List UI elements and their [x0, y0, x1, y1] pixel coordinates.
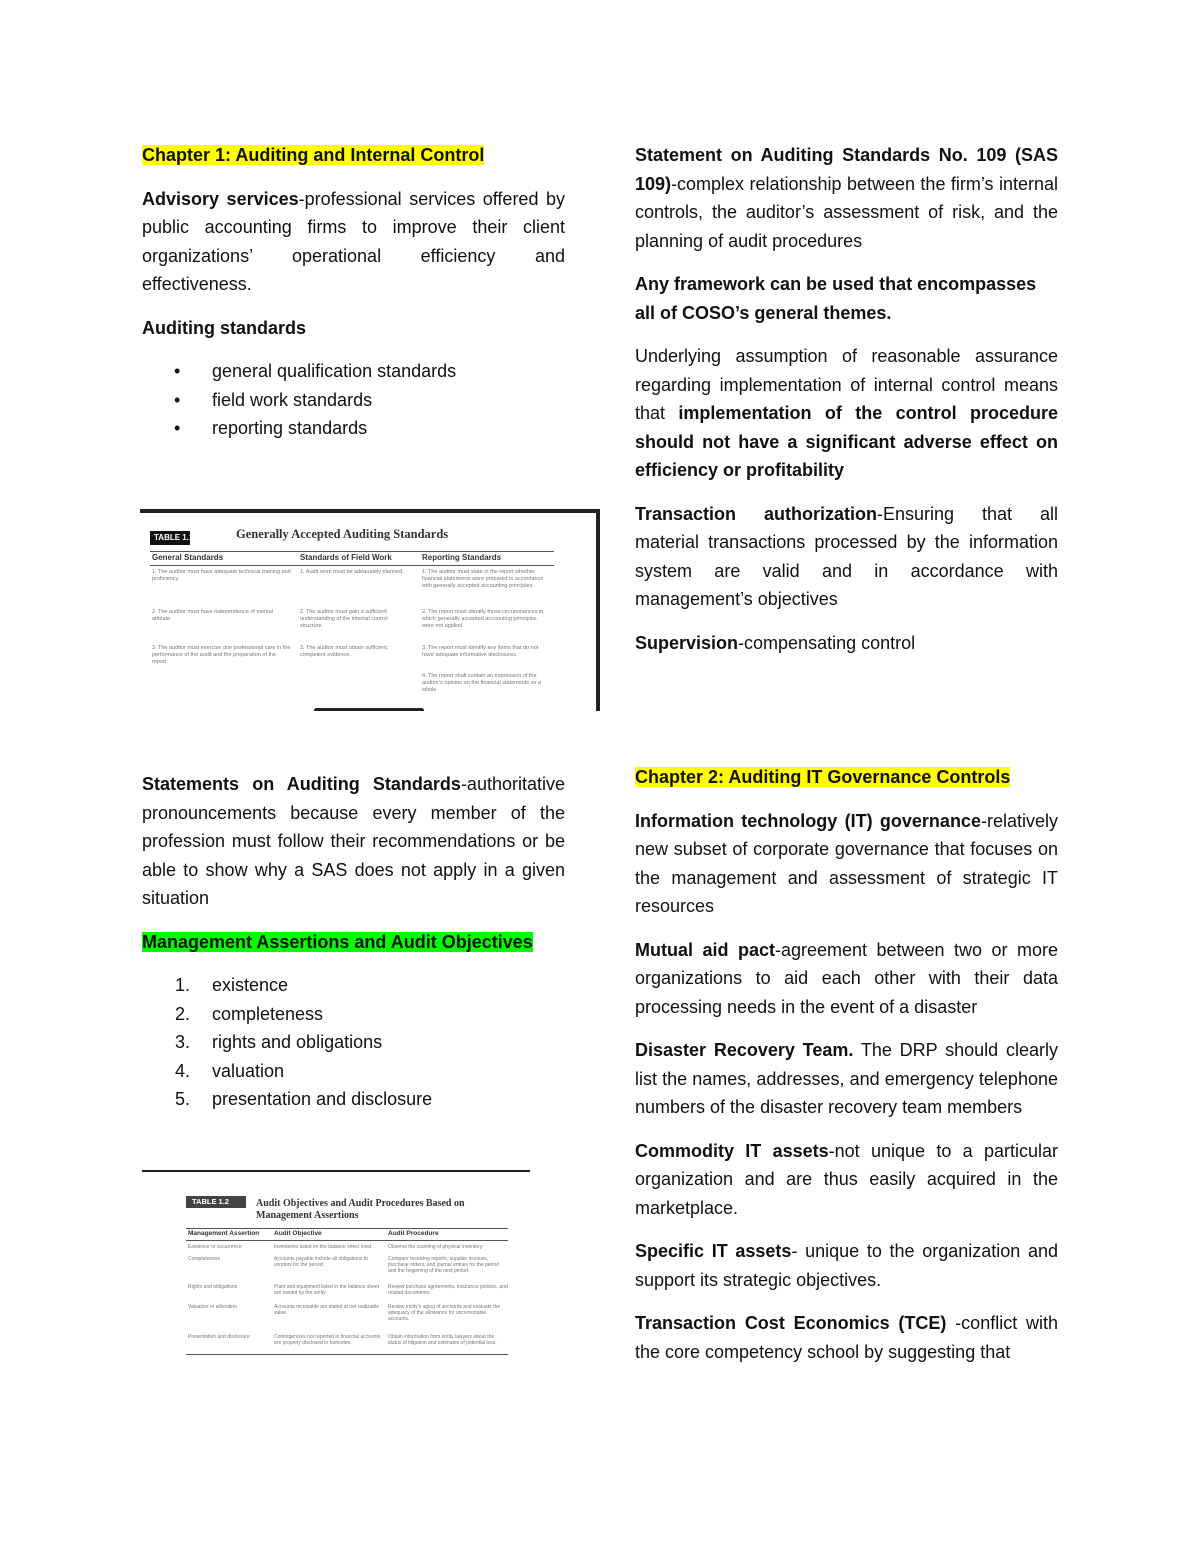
sas-para: [142, 770, 565, 913]
sas109-term: Statement on Auditing Standards No. 109 (SAS 109): [635, 145, 1058, 194]
list-item: [142, 971, 565, 1000]
table-cell: Completeness: [188, 1256, 220, 1262]
transaction-authorization-term: Transaction authorization: [635, 503, 877, 524]
disaster-recovery-para: [635, 1036, 1058, 1122]
table-cell: Rights and obligations: [188, 1284, 238, 1290]
chapter1-heading: Chapter 1: Auditing and Internal Control: [142, 145, 485, 165]
table-cell: 3. The report must identify any items that do not have adequate informative disclosures.: [422, 645, 539, 658]
it-governance-para: [635, 807, 1058, 921]
table-cell: Obtain information from entity lawyers about the status of litigation and estimates of potential loss.: [388, 1334, 497, 1346]
auditing-standards-heading-para: [142, 314, 565, 343]
table-cell: Existence or occurrence: [188, 1244, 242, 1250]
table-cell: 3. The auditor must exercise due professional care in the performance of the audit and the preparation of the report.: [152, 645, 291, 665]
table-cell: 2. The report must identify those circumstances in which generally accepted accounting principles were not applied.: [422, 609, 544, 629]
specific-assets-para: [635, 1237, 1058, 1294]
assumption-text: Underlying assumption of reasonable assurance regarding implementation of internal control means that: [635, 346, 1058, 423]
column-header: Standards of Field Work: [300, 553, 392, 562]
assumption-bold: implementation of the control procedure should not have a significant adverse effect on efficiency or profitability: [635, 403, 1058, 480]
list-text: completeness: [212, 1003, 324, 1024]
table-cell: Compare receiving reports, supplier invoices, purchase orders, and journal entries for the period and the beginning of the next period.: [388, 1256, 499, 1274]
table-cell: Inventories listed on the balance sheet exist.: [274, 1244, 373, 1250]
it-governance-term: Information technology (IT) governance: [635, 810, 981, 831]
table-title: Audit Objectives and Audit Procedures Based on Management Assertions: [256, 1198, 465, 1221]
commodity-assets-para: [635, 1137, 1058, 1223]
specific-assets-def: - unique to the organization and support its strategic objectives.: [635, 1241, 1059, 1290]
mutual-aid-para: [635, 936, 1058, 1022]
supervision-term: Supervision: [635, 632, 739, 653]
table-cell: Accounts receivable are stated at net realizable value.: [274, 1304, 380, 1316]
framework-para: Any framework can be used that encompasses all of COSO’s general themes.: [635, 274, 1037, 323]
column-header: General Standards: [152, 553, 224, 562]
table-rule: [186, 1354, 508, 1355]
list-item: [142, 1057, 565, 1086]
tce-def: -conflict with the core competency school by suggesting that: [635, 1313, 1058, 1362]
table-cell: Plant and equipment listed in the balance sheet are owned by the entity.: [274, 1284, 380, 1296]
table-cell: Contingencies not reported in financial accounts are properly disclosed in footnotes.: [274, 1334, 381, 1346]
gaas-table-figure: [140, 509, 600, 711]
chapter2-heading-para: [635, 763, 1058, 792]
list-text: valuation: [212, 1060, 285, 1081]
transaction-authorization-para: [635, 500, 1058, 614]
left-column-bottom: [142, 770, 565, 1129]
auditing-standards-list: [142, 357, 565, 443]
chapter2-heading: Chapter 2: Auditing IT Governance Controls: [635, 767, 1011, 787]
advisory-services-para: [142, 185, 565, 299]
table-rule: [150, 551, 554, 552]
table-rule: [186, 1240, 508, 1241]
column-header: Audit Procedure: [388, 1230, 439, 1237]
list-text: existence: [212, 975, 289, 995]
list-number: 4.: [175, 1060, 191, 1081]
figure-edge: [314, 708, 424, 711]
right-column-bottom: [635, 763, 1058, 1381]
disaster-recovery-term: Disaster Recovery Team.: [635, 1040, 854, 1060]
list-text: rights and obligations: [212, 1032, 383, 1052]
table-cell: 4. The report shall contain an expression of the auditor’s opinion on the financial statements as a whole.: [422, 673, 542, 693]
right-column-top: [635, 141, 1058, 672]
column-header: Reporting Standards: [422, 553, 502, 562]
table-cell: 1. Audit work must be adequately planned.: [300, 569, 404, 575]
auditing-standards-heading: Auditing standards: [142, 317, 307, 338]
sas109-para: [635, 141, 1058, 255]
transaction-authorization-def: -Ensuring that all material transactions processed by the information system are valid and in accordance with management’s objectives: [635, 503, 1058, 609]
commodity-assets-term: Commodity IT assets: [635, 1140, 829, 1161]
table-cell: Review purchase agreements, insurance policies, and related documents.: [388, 1284, 508, 1296]
list-number: 5.: [175, 1089, 191, 1109]
table-cell: 3. The auditor must obtain sufficient, competent evidence.: [300, 645, 389, 658]
mutual-aid-term: Mutual aid pact: [635, 939, 775, 960]
list-item: [142, 1000, 565, 1029]
assertions-list: [142, 971, 565, 1114]
assertions-heading-para: [142, 928, 565, 957]
table-cell: Presentation and disclosure: [188, 1334, 250, 1340]
table-cell: Valuation or allocation: [188, 1304, 237, 1310]
sas109-def: -complex relationship between the firm’s internal controls, the auditor’s assessment of risk, and the planning of audit procedures: [635, 173, 1058, 251]
supervision-def: -compensating control: [738, 632, 916, 653]
table-rule: [186, 1228, 508, 1229]
supervision-para: [635, 629, 1058, 658]
column-header: Management Assertion: [188, 1230, 260, 1237]
disaster-recovery-def: The DRP should clearly list the names, addresses, and emergency telephone numbers of the disaster recovery team members: [635, 1040, 1058, 1117]
table-cell: 2. The auditor must have independence of mental attitude.: [152, 609, 273, 622]
table-title: Generally Accepted Auditing Standards: [236, 527, 449, 541]
it-governance-def: -relatively new subset of corporate governance that focuses on the management and assessment of strategic IT resources: [635, 810, 1058, 916]
list-item: [142, 1028, 565, 1057]
list-number: 2.: [175, 1003, 191, 1024]
mutual-aid-def: -agreement between two or more organizations to aid each other with their data processing needs in the event of a disaster: [635, 939, 1058, 1017]
list-number: 1.: [175, 975, 191, 995]
table-cell: Observe the counting of physical inventory.: [388, 1244, 484, 1250]
list-item: • general qualification standards: [142, 357, 565, 386]
assertions-heading: Management Assertions and Audit Objectives: [142, 931, 533, 952]
sas-term: Statements on Auditing Standards: [142, 774, 461, 794]
advisory-services-def: -professional services offered by public accounting firms to improve their client organizations’ operational efficiency and effectiveness.: [142, 188, 565, 294]
table-tag: TABLE 1.2: [192, 1197, 229, 1206]
specific-assets-term: Specific IT assets: [635, 1241, 792, 1261]
list-item: • field work standards: [142, 386, 565, 415]
table-cell: 2. The auditor must gain a sufficient understanding of the internal control structure.: [300, 609, 388, 629]
list-text: presentation and disclosure: [212, 1089, 433, 1109]
table-tag: TABLE 1.1: [154, 533, 194, 542]
assumption-para: [635, 342, 1058, 485]
figure-top-rule: [142, 1170, 530, 1172]
sas-def: -authoritative pronouncements because every member of the profession must follow their recommendations or be able to show why a SAS does not apply in a given situation: [142, 774, 565, 908]
tce-term: Transaction Cost Economics (TCE): [635, 1313, 947, 1333]
chapter1-heading-para: [142, 141, 565, 170]
table-cell: 1. The auditor must have adequate technical training and proficiency.: [152, 569, 291, 582]
commodity-assets-def: -not unique to a particular organization and are thus easily acquired in the marketplace.: [635, 1140, 1058, 1218]
list-item: [142, 1085, 565, 1114]
table-cell: Review entity’s aging of accounts and evaluate the adequacy of the allowance for uncorrectable accounts.: [388, 1304, 501, 1322]
table-rule: [150, 565, 554, 566]
column-header: Audit Objective: [274, 1230, 322, 1237]
tce-para: [635, 1309, 1058, 1366]
table-cell: Accounts payable include all obligations to vendors for the period.: [274, 1256, 368, 1268]
advisory-services-term: Advisory services: [142, 188, 299, 209]
assertions-table-figure: [142, 1170, 530, 1360]
list-item: • reporting standards: [142, 414, 565, 443]
list-number: 3.: [175, 1032, 191, 1052]
left-column-top: [142, 141, 565, 458]
table-cell: 1. The auditor must state in the report whether financial statements were prepared in accordance with generally accepted accounting principles.: [422, 569, 544, 589]
